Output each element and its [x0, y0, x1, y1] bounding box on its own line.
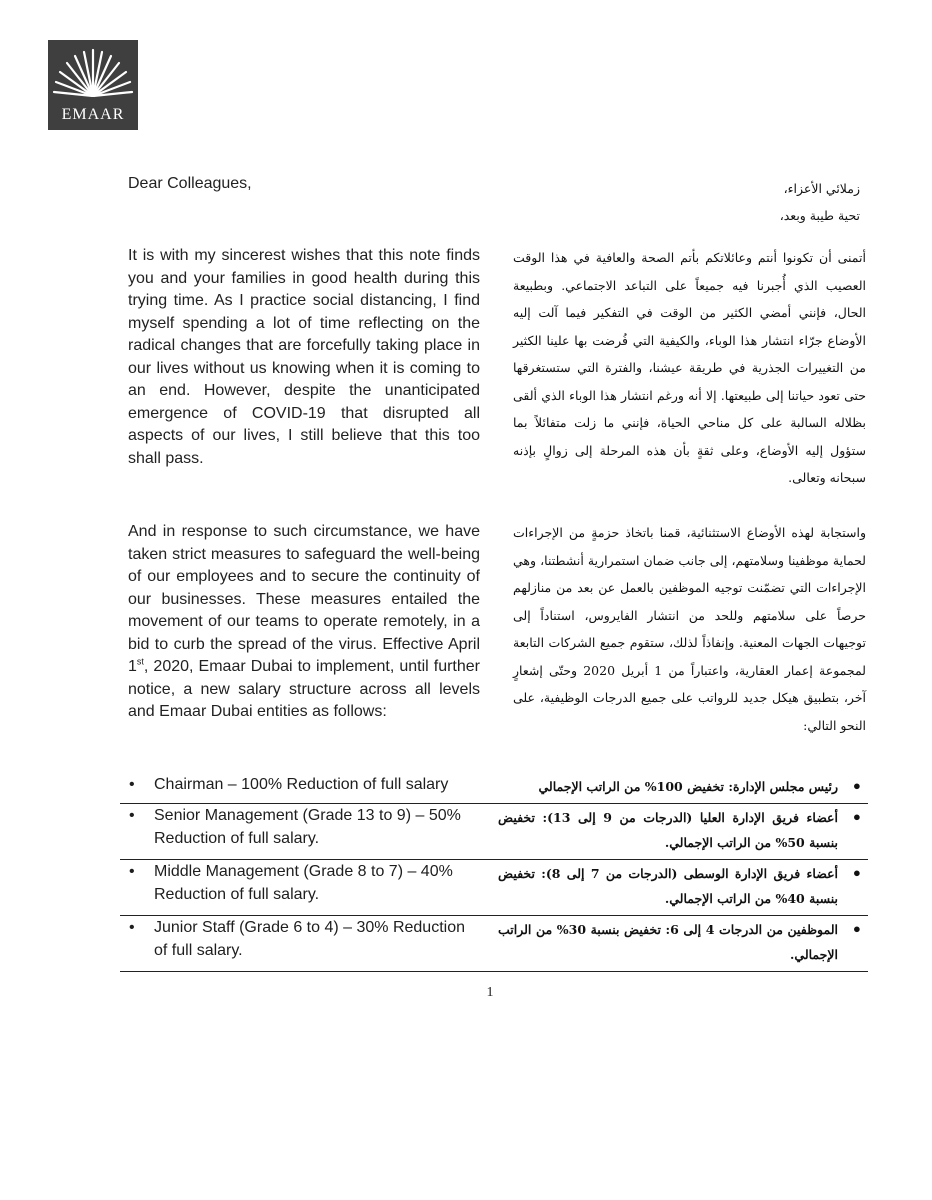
table-cell-ar [494, 773, 868, 803]
paragraph-ar-1: أتمنى أن تكونوا أنتم وعائلاتكم بأتم الصحة والعافية في هذا الوقت العصيب الذي أُجبرنا فيه جميعاً على التباعد الاجتماعي. وبطبيعة الحال، فإنني أمضي الكثير من الوقت في التفكير فيما آلت إليه الأوضاع جرّاء انتشار هذا الوباء، والكيفية التي فُرضت بها علينا الكثير من التغييرات الجذرية في طريقة عيشنا، والفترة التي ستستغرقها حتى تعود حياتنا إلى طبيعتها. إلا أنه ورغم انتشار هذا الوباء الذي ألقى بظلاله السالبة على كل مناحي الحياة، فإنني ما زلت متفائلاً بما ستؤول إليه الأوضاع، وعلى ثقةٍ بأن هذه المرحلة إلى زوالٍ بإذنه سبحانه وتعالى. [513, 250, 866, 485]
bullet-icon: • [129, 807, 135, 824]
table-cell-en [120, 916, 471, 971]
row-ar-text: الموظفين من الدرجات 4 إلى 6: تخفيض بنسبة 30% من الراتب الإجمالي. [498, 922, 839, 962]
table-row [120, 804, 868, 860]
paragraph-en-2 [128, 521, 480, 724]
table-row [120, 773, 868, 804]
bullet-icon: • [851, 864, 862, 883]
salary-reduction-table [120, 773, 868, 972]
table-cell-en [120, 804, 471, 859]
emaar-logo [48, 40, 138, 130]
greeting-en: Dear Colleagues, [128, 175, 252, 192]
row-en-text: Junior Staff (Grade 6 to 4) – 30% Reduction of full salary. [154, 919, 465, 959]
row-en-text: Chairman – 100% Reduction of full salary [154, 776, 449, 793]
greeting-ar-line2: تحية طيبة وبعد، [779, 208, 860, 223]
bullet-icon: • [129, 776, 135, 793]
bullet-icon: • [851, 777, 862, 796]
row-en-text: Middle Management (Grade 8 to 7) – 40% Reduction of full salary. [154, 863, 453, 903]
table-cell-en [120, 860, 471, 915]
page-number: 1 [486, 985, 494, 1000]
paragraph-ar-2: واستجابة لهذه الأوضاع الاستثنائية، قمنا باتخاذ حزمةٍ من الإجراءات لحماية موظفينا وسلامتهم، إلى جانب ضمان استمرارية أنشطتنا، وهي الإجراءات التي تضمّنت توجيه الموظفين بالعمل عن بعد من منازلهم حرصاً على سلامتهم وللحد من انتشار الفايروس، استناداً إلى توجيهات الجهات المعنية. وإنفاذاً لذلك، ستقوم جميع الشركات التابعة لمجموعة إعمار العقارية، واعتباراً من 1 أبريل 2020 وحتّى إشعارٍ آخر، بتطبيق هيكل جديد للرواتب على جميع الدرجات الوظيفية، على النحو التالي: [513, 525, 866, 733]
table-row [120, 916, 868, 972]
paragraph-en-2-part2: , 2020, Emaar Dubai to implement, until further notice, a new salary structure across all levels and Emaar Dubai entities as follows: [128, 658, 480, 720]
table-cell-ar [494, 916, 868, 971]
bullet-icon: • [851, 808, 862, 827]
row-ar-text: رئيس مجلس الإدارة: تخفيض 100% من الراتب الإجمالي [538, 779, 838, 794]
table-cell-en [120, 773, 471, 803]
logo-wordmark: EMAAR [61, 106, 125, 123]
paragraph-en-1: It is with my sincerest wishes that this note finds you and your families in good health during this trying time. As I practice social distancing, I find myself spending a lot of time reflecting on the radical changes that are forcefully taking place in our lives without us knowing when it is coming to an end. However, despite the unanticipated emergence of COVID-19 that disrupted all aspects of our lives, I still believe that this too shall pass. [128, 247, 480, 467]
row-en-text: Senior Management (Grade 13 to 9) – 50% Reduction of full salary. [154, 807, 461, 847]
bullet-icon: • [129, 863, 135, 880]
greeting-ar [660, 175, 860, 229]
bullet-icon: • [851, 920, 862, 939]
paragraph-en-2-part1: And in response to such circumstance, we have taken strict measures to safeguard the well-being of our employees and to secure the continuity of our businesses. These measures entailed the movement of our teams to operate remotely, in a bid to curb the spread of the virus. Effective April 1 [128, 523, 480, 675]
greeting-ar-line1: زملائي الأعزاء، [783, 181, 860, 196]
table-cell-ar [494, 804, 868, 859]
bullet-icon: • [129, 919, 135, 936]
table-row [120, 860, 868, 916]
table-cell-ar [494, 860, 868, 915]
row-ar-text: أعضاء فريق الإدارة الوسطى (الدرجات من 7 إلى 8): تخفيض بنسبة 40% من الراتب الإجمالي. [498, 866, 838, 906]
row-ar-text: أعضاء فريق الإدارة العليا (الدرجات من 9 إلى 13): تخفيض بنسبة 50% من الراتب الإجمالي. [498, 810, 838, 850]
ordinal-superscript: st [136, 656, 144, 667]
